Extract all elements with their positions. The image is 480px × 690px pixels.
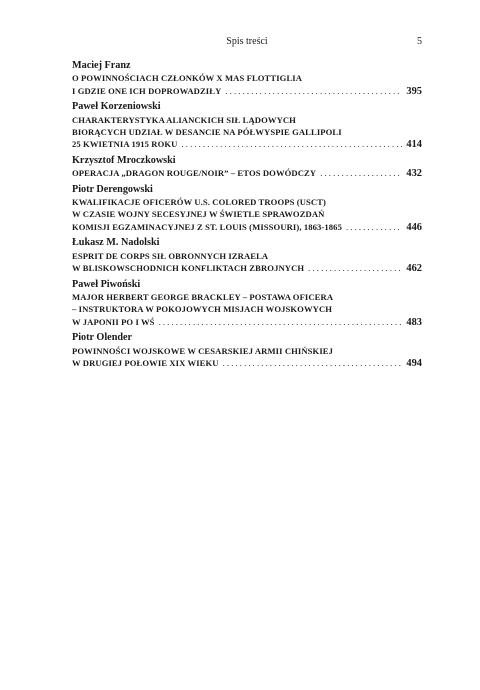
toc-entry-page-number: 432 <box>406 168 422 180</box>
toc-entry <box>72 60 422 98</box>
toc-entry <box>72 184 422 235</box>
toc-entry-author: Piotr Derengowski <box>72 183 153 195</box>
running-title: Spis treści <box>226 36 268 47</box>
toc-entry <box>72 237 422 275</box>
toc-entry-title-text: I GDZIE ONE ICH DOPROWADZIŁY <box>72 85 222 96</box>
toc-entry-title-line: CHARAKTERYSTYKA ALIANCKICH SIŁ LĄDOWYCH <box>72 114 296 125</box>
toc-entry-title-line <box>72 85 422 98</box>
toc-dot-leader <box>159 316 403 328</box>
toc-entry-title-line <box>72 138 422 151</box>
toc-entry-title-line: KWALIFIKACJE OFICERÓW U.S. COLORED TROOPS (USCT) <box>72 197 326 208</box>
toc-entry-title-text: W BLISKOWSCHODNICH KONFLIKTACH ZBROJNYCH <box>72 263 305 274</box>
toc-entry-page-number: 395 <box>406 85 422 97</box>
toc-entry-title-line: O POWINNOŚCIACH CZŁONKÓW X MAS FLOTTIGLIA <box>72 73 303 84</box>
toc-dot-leader <box>308 262 402 274</box>
toc-entry-title-line <box>72 316 422 329</box>
toc-entry-author: Krzysztof Mroczkowski <box>72 154 176 166</box>
toc-entry-title-line <box>72 262 422 275</box>
page-number: 5 <box>417 36 422 47</box>
toc-entry-title-text: OPERACJA „DRAGON ROUGE/NOIR” – ETOS DOWÓDCZY <box>72 168 317 179</box>
toc-entry-page-number: 483 <box>406 316 422 328</box>
toc-entry-title-line: – INSTRUKTORA W POKOJOWYCH MISJACH WOJSKOWYCH <box>72 304 333 315</box>
toc-entry <box>72 332 422 370</box>
toc-entry-page-number: 446 <box>406 221 422 233</box>
toc-entry <box>72 279 422 330</box>
toc-dot-leader <box>346 221 402 233</box>
toc-entry-author: Paweł Korzeniowski <box>72 101 161 113</box>
toc-entry <box>72 101 422 152</box>
toc-entry-title-text: KOMISJI EGZAMINACYJNEJ Z ST. LOUIS (MISSOURI), 1863-1865 <box>72 221 342 232</box>
toc-entry-page-number: 414 <box>406 139 422 151</box>
toc-entry-title-line <box>72 221 422 234</box>
toc-dot-leader <box>223 357 403 369</box>
toc-entry-author: Maciej Franz <box>72 60 131 71</box>
toc-dot-leader <box>225 85 402 97</box>
toc-entry-title-line: MAJOR HERBERT GEORGE BRACKLEY – POSTAWA OFICERA <box>72 291 334 302</box>
toc-entry <box>72 155 422 181</box>
toc-dot-leader <box>320 167 402 179</box>
toc-entry-title-text: W JAPONII PO I WŚ <box>72 316 155 327</box>
toc-entry-page-number: 494 <box>406 357 422 369</box>
table-of-contents <box>72 60 422 373</box>
toc-entry-page-number: 462 <box>406 263 422 275</box>
toc-entry-title-text: W DRUGIEJ POŁOWIE XIX WIEKU <box>72 357 219 368</box>
toc-entry-title-line: POWINNOŚCI WOJSKOWE W CESARSKIEJ ARMII CHIŃSKIEJ <box>72 345 334 356</box>
toc-entry-title-line: ESPRIT DE CORPS SIŁ OBRONNYCH IZRAELA <box>72 250 269 261</box>
toc-entry-author: Paweł Piwoński <box>72 278 141 290</box>
toc-entry-author: Łukasz M. Nadolski <box>72 237 160 249</box>
toc-entry-title-line: W CZASIE WOJNY SECESYJNEJ W ŚWIETLE SPRAWOZDAŃ <box>72 209 325 220</box>
toc-dot-leader <box>181 138 402 150</box>
toc-entry-title-text: 25 KWIETNIA 1915 ROKU <box>72 139 178 150</box>
running-header <box>72 36 422 50</box>
toc-entry-title-line: BIORĄCYCH UDZIAŁ W DESANCIE NA PÓŁWYSPIE GALLIPOLI <box>72 127 342 138</box>
toc-entry-title-line <box>72 167 422 180</box>
toc-entry-title-line <box>72 357 422 370</box>
toc-entry-author: Piotr Olender <box>72 332 133 344</box>
